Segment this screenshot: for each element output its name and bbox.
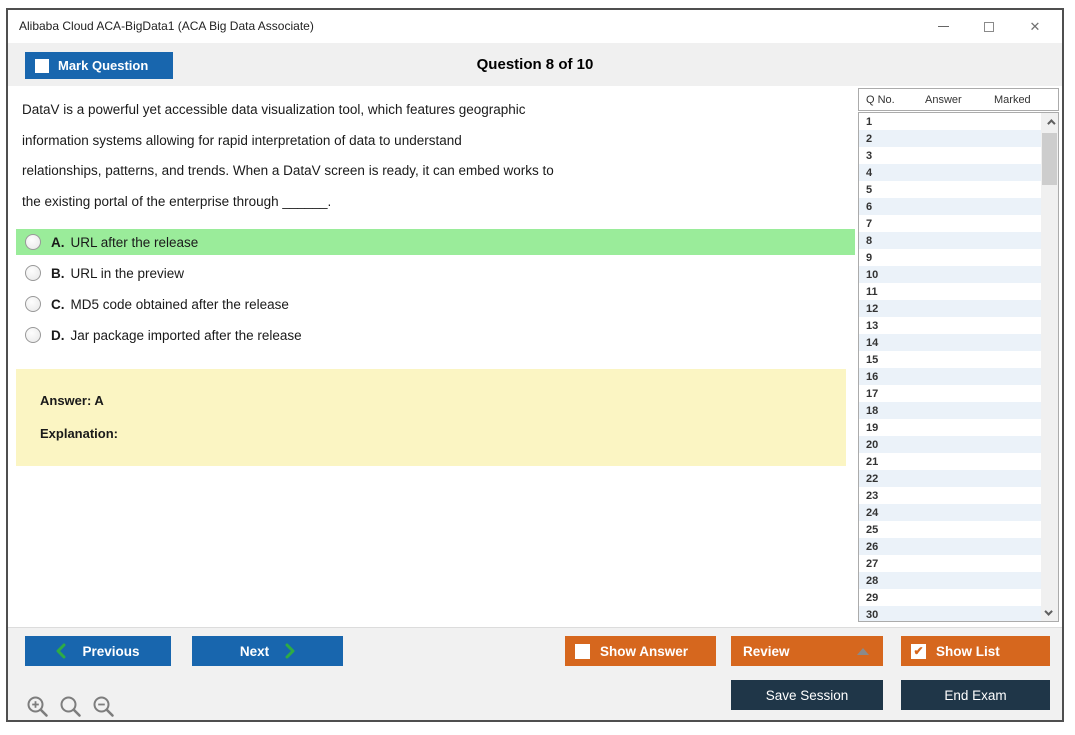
mark-question-label: Mark Question <box>58 58 149 73</box>
question-line: DataV is a powerful yet accessible data visualization tool, which features geographic <box>22 102 526 117</box>
review-dropdown-arrow-icon <box>857 648 869 655</box>
option-letter: B. <box>51 265 65 281</box>
question-list-row[interactable]: 28 <box>859 572 1041 589</box>
minimize-icon <box>938 26 949 27</box>
option-letter: A. <box>51 234 65 250</box>
show-answer-label: Show Answer <box>600 643 689 659</box>
question-line: the existing portal of the enterprise through ______. <box>22 193 332 209</box>
answer-value: Answer: A <box>40 393 104 408</box>
end-exam-button[interactable] <box>901 680 1050 710</box>
option-b[interactable] <box>16 260 855 286</box>
chevron-right-icon <box>285 643 295 659</box>
option-text: URL in the preview <box>70 265 185 281</box>
question-list-row[interactable]: 25 <box>866 523 879 536</box>
zoom-out-icon[interactable] <box>91 694 117 720</box>
title-bar <box>8 10 1062 43</box>
question-line: information systems allowing for rapid interpretation of data to understand <box>22 132 462 148</box>
question-list-row[interactable]: 24 <box>859 504 1041 521</box>
option-b-radio[interactable] <box>25 265 41 281</box>
option-d[interactable] <box>16 322 855 348</box>
question-list-row[interactable]: 2 <box>859 130 1041 147</box>
question-list-row[interactable]: 23 <box>866 489 879 502</box>
chevron-up-icon <box>1047 119 1055 127</box>
mark-question-checkbox[interactable] <box>35 59 49 73</box>
zoom-reset-icon[interactable] <box>58 694 84 720</box>
option-a-radio[interactable] <box>25 234 41 250</box>
explanation-label: Explanation: <box>40 426 119 441</box>
question-progress: Question 8 of 10 <box>476 56 594 73</box>
zoom-in-icon[interactable] <box>25 694 51 720</box>
maximize-button[interactable] <box>966 10 1012 43</box>
question-list-row[interactable]: 16 <box>859 368 1041 385</box>
option-text: MD5 code obtained after the release <box>70 296 289 312</box>
question-list <box>859 113 1041 621</box>
close-icon: ✕ <box>1029 19 1041 34</box>
save-session-label: Save Session <box>765 687 849 703</box>
option-a[interactable] <box>16 229 855 255</box>
question-list-row[interactable]: 26 <box>859 538 1041 555</box>
question-list-row[interactable]: 12 <box>859 300 1041 317</box>
check-icon: ✔ <box>913 644 924 658</box>
question-list-row[interactable]: 15 <box>866 353 879 366</box>
option-letter: D. <box>51 327 65 343</box>
question-list-row[interactable]: 10 <box>859 266 1041 283</box>
scroll-up-button[interactable] <box>1041 113 1058 130</box>
review-button[interactable] <box>731 636 883 666</box>
question-list-row[interactable]: 29 <box>866 591 879 604</box>
previous-label: Previous <box>82 643 140 659</box>
question-list-panel <box>858 112 1059 622</box>
app-window <box>6 8 1064 722</box>
maximize-icon <box>984 22 994 32</box>
question-list-row[interactable]: 22 <box>859 470 1041 487</box>
mark-question-button[interactable] <box>25 52 173 79</box>
previous-button[interactable] <box>25 636 171 666</box>
question-line: relationships, patterns, and trends. When a DataV screen is ready, it can embed works to <box>22 163 554 178</box>
question-list-row[interactable]: 6 <box>859 198 1041 215</box>
options-list <box>16 229 855 353</box>
question-list-row[interactable]: 1 <box>866 115 873 128</box>
question-list-row[interactable]: 30 <box>859 606 1041 622</box>
zoom-controls <box>25 694 117 720</box>
show-list-button[interactable] <box>901 636 1050 666</box>
column-qno: Q No. <box>866 93 895 106</box>
question-text <box>22 95 702 217</box>
question-list-row[interactable]: 7 <box>866 217 873 230</box>
question-list-row[interactable]: 3 <box>866 149 873 162</box>
question-list-row[interactable]: 9 <box>866 251 873 264</box>
question-list-row[interactable]: 17 <box>866 387 879 400</box>
close-button[interactable] <box>1012 10 1058 43</box>
chevron-down-icon <box>1044 607 1052 615</box>
review-label: Review <box>743 643 790 659</box>
chevron-left-icon <box>56 643 66 659</box>
question-list-row[interactable]: 18 <box>859 402 1041 419</box>
question-list-row[interactable]: 21 <box>866 455 879 468</box>
minimize-button[interactable] <box>920 10 966 43</box>
next-label: Next <box>239 643 270 659</box>
option-text: URL after the release <box>70 234 199 250</box>
question-list-header <box>858 88 1059 111</box>
option-c[interactable] <box>16 291 855 317</box>
question-list-row[interactable]: 4 <box>859 164 1041 181</box>
option-d-radio[interactable] <box>25 327 41 343</box>
question-list-row[interactable]: 14 <box>859 334 1041 351</box>
question-list-row[interactable]: 13 <box>866 319 879 332</box>
window-title: Alibaba Cloud ACA-BigData1 (ACA Big Data Associate) <box>19 19 314 33</box>
question-list-row[interactable]: 19 <box>866 421 879 434</box>
footer-bar <box>8 627 1062 720</box>
question-list-row[interactable]: 27 <box>866 557 879 570</box>
question-list-row[interactable]: 5 <box>866 183 873 196</box>
scrollbar-thumb[interactable] <box>1042 133 1057 185</box>
column-answer: Answer <box>925 93 962 106</box>
show-answer-checkbox[interactable] <box>575 644 590 659</box>
question-list-scrollbar[interactable] <box>1041 113 1058 621</box>
header-strip <box>8 43 1062 86</box>
save-session-button[interactable] <box>731 680 883 710</box>
option-letter: C. <box>51 296 65 312</box>
scroll-down-button[interactable] <box>1041 604 1058 621</box>
show-list-checkbox[interactable] <box>911 644 926 659</box>
show-list-label: Show List <box>936 643 1000 659</box>
end-exam-label: End Exam <box>944 687 1007 703</box>
window-controls <box>920 10 1058 43</box>
next-button[interactable] <box>192 636 343 666</box>
question-list-row[interactable]: 8 <box>859 232 1041 249</box>
question-list-row[interactable]: 11 <box>866 285 878 298</box>
answer-panel <box>16 369 846 466</box>
column-marked: Marked <box>994 93 1031 106</box>
option-text: Jar package imported after the release <box>70 327 302 343</box>
question-list-row[interactable]: 20 <box>859 436 1041 453</box>
show-answer-button[interactable] <box>565 636 716 666</box>
option-c-radio[interactable] <box>25 296 41 312</box>
